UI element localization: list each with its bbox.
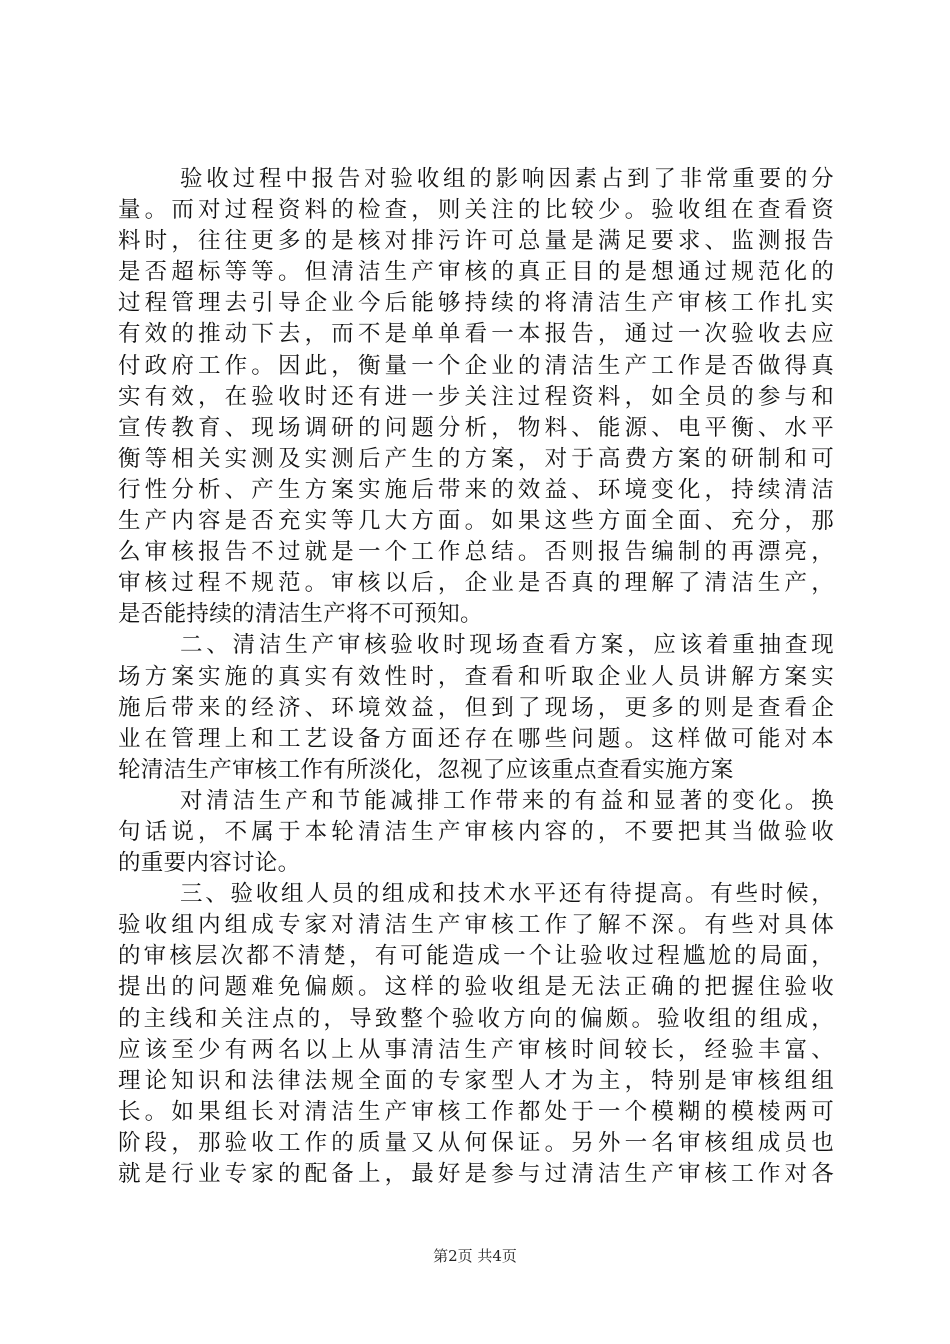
text-line: 实有效，在验收时还有进一步关注过程资料，如全员的参与和: [118, 383, 834, 410]
text-line: 量。而对过程资料的检查，则关注的比较少。验收组在查看资: [118, 197, 834, 224]
text-line: 的重要内容讨论。: [118, 850, 301, 877]
text-line: 理论知识和法律法规全面的专家型人才为主，特别是审核组组: [118, 1067, 834, 1094]
page-footer: 第2页 共4页: [433, 1247, 517, 1265]
text-line: 应该至少有两名以上从事清洁生产审核时间较长，经验丰富、: [118, 1036, 834, 1063]
text-line: 生产内容是否充实等几大方面。如果这些方面全面、充分，那: [118, 508, 834, 535]
text-line: 是否能持续的清洁生产将不可预知。: [118, 601, 483, 628]
text-line: 句话说，不属于本轮清洁生产审核内容的，不要把其当做验收: [118, 818, 834, 845]
text-line: 验收过程中报告对验收组的影响因素占到了非常重要的分: [180, 166, 834, 192]
text-line: 验收组内组成专家对清洁生产审核工作了解不深。有些对具体: [118, 912, 834, 939]
text-line: 业在管理上和工艺设备方面还存在哪些问题。这样做可能对本: [118, 725, 834, 752]
text-line: 场方案实施的真实有效性时，查看和听取企业人员讲解方案实: [118, 663, 834, 690]
text-line: 的主线和关注点的，导致整个验收方向的偏颇。验收组的组成，: [118, 1005, 834, 1032]
text-line: 长。如果组长对清洁生产审核工作都处于一个模糊的模棱两可: [118, 1098, 834, 1125]
text-line: 付政府工作。因此，衡量一个企业的清洁生产工作是否做得真: [118, 352, 834, 379]
text-line: 料时，往往更多的是核对排污许可总量是满足要求、监测报告: [118, 228, 834, 255]
text-line: 就是行业专家的配备上，最好是参与过清洁生产审核工作对各: [118, 1161, 834, 1187]
text-line: 宣传教育、现场调研的问题分析，物料、能源、电平衡、水平: [118, 414, 834, 441]
text-line: 是否超标等等。但清洁生产审核的真正目的是想通过规范化的: [118, 259, 834, 286]
text-line: 行性分析、产生方案实施后带来的效益、环境变化，持续清洁: [118, 476, 834, 503]
text-line: 施后带来的经济、环境效益，但到了现场，更多的则是查看企: [118, 694, 834, 721]
text-line: 有效的推动下去，而不是单单看一本报告，通过一次验收去应: [118, 321, 834, 348]
text-line: 么审核报告不过就是一个工作总结。否则报告编制的再漂亮，: [118, 539, 834, 566]
text-line: 轮清洁生产审核工作有所淡化，忽视了应该重点查看实施方案: [118, 756, 734, 783]
text-line: 对清洁生产和节能减排工作带来的有益和显著的变化。换: [180, 787, 834, 814]
text-line: 的审核层次都不清楚，有可能造成一个让验收过程尴尬的局面，: [118, 943, 834, 970]
text-line: 提出的问题难免偏颇。这样的验收组是无法正确的把握住验收: [118, 974, 834, 1001]
text-line: 审核过程不规范。审核以后，企业是否真的理解了清洁生产，: [118, 570, 834, 597]
text-line: 阶段，那验收工作的质量又从何保证。另外一名审核组成员也: [118, 1129, 834, 1156]
text-line: 二、清洁生产审核验收时现场查看方案，应该着重抽查现: [180, 632, 834, 659]
text-line: 过程管理去引导企业今后能够持续的将清洁生产审核工作扎实: [118, 290, 834, 317]
text-line: 衡等相关实测及实测后产生的方案，对于高费方案的研制和可: [118, 445, 834, 472]
text-line: 三、验收组人员的组成和技术水平还有待提高。有些时候，: [180, 881, 834, 908]
document-body: [118, 164, 834, 1190]
